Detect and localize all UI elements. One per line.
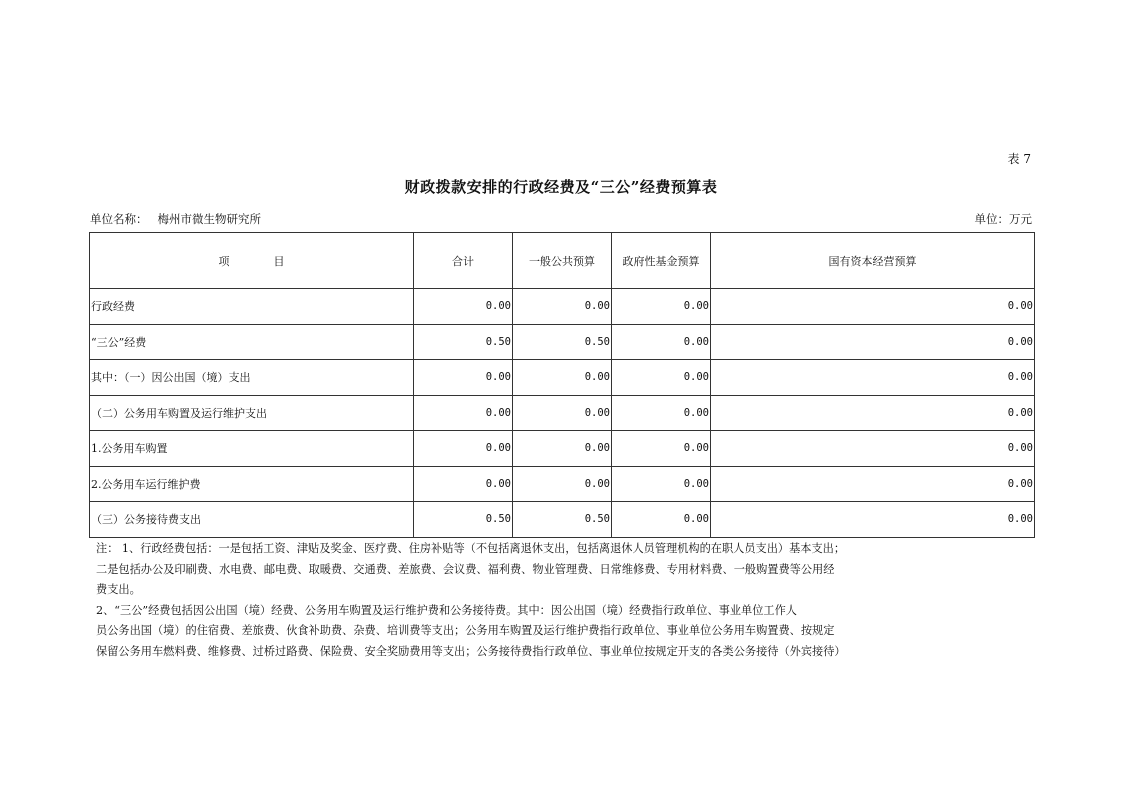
table-header-row <box>90 233 1035 289</box>
cell-state: 0.00 <box>711 431 1035 467</box>
note-line: 2、“三公”经费包括因公出国（境）经费、公务用车购置及运行维护费和公务接待费。其中：因公出国（境）经费指行政单位、事业单位工作人 <box>96 603 797 617</box>
row-label: 2.公务用车运行维护费 <box>90 466 414 502</box>
cell-state: 0.00 <box>711 395 1035 431</box>
note-line: 费支出。 <box>96 583 141 596</box>
note-line: 二是包括办公及印刷费、水电费、邮电费、取暖费、交通费、差旅费、会议费、福利费、物业管理费、日常维修费、专用材料费、一般购置费等公用经 <box>96 562 835 576</box>
page-title: 财政拨款安排的行政经费及“三公”经费预算表 <box>404 178 718 196</box>
budget-table <box>89 232 1035 538</box>
note-line: 保留公务用车燃料费、维修费、过桥过路费、保险费、安全奖励费用等支出；公务接待费指行政单位、事业单位按规定开支的各类公务接待（外宾接待） <box>96 644 846 658</box>
unit-name-label: 单位名称： <box>90 212 148 226</box>
cell-general: 0.00 <box>513 289 612 325</box>
cell-state: 0.00 <box>711 466 1035 502</box>
cell-fund: 0.00 <box>612 289 711 325</box>
row-label: （二）公务用车购置及运行维护支出 <box>90 395 414 431</box>
cell-total: 0.50 <box>414 324 513 360</box>
note-line: 注： 1、行政经费包括：一是包括工资、津贴及奖金、医疗费、住房补贴等（不包括离退休支出，包括离退休人员管理机构的在职人员支出）基本支出； <box>96 542 846 555</box>
cell-total: 0.00 <box>414 289 513 325</box>
row-label: “三公”经费 <box>90 324 414 360</box>
cell-general: 0.00 <box>513 360 612 396</box>
table-row <box>90 502 1035 538</box>
table-row <box>90 431 1035 467</box>
table-row <box>90 395 1035 431</box>
cell-general: 0.50 <box>513 502 612 538</box>
cell-total: 0.50 <box>414 502 513 538</box>
cell-total: 0.00 <box>414 466 513 502</box>
cell-fund: 0.00 <box>612 360 711 396</box>
cell-general: 0.00 <box>513 431 612 467</box>
cell-total: 0.00 <box>414 360 513 396</box>
cell-fund: 0.00 <box>612 502 711 538</box>
row-label: 行政经费 <box>90 289 414 325</box>
cell-general: 0.00 <box>513 395 612 431</box>
footnotes <box>96 539 926 662</box>
table-row <box>90 324 1035 360</box>
header-total: 合计 <box>414 233 513 289</box>
cell-state: 0.00 <box>711 502 1035 538</box>
header-item: 项 目 <box>90 233 414 289</box>
cell-state: 0.00 <box>711 289 1035 325</box>
unit-name-value: 梅州市微生物研究所 <box>157 212 261 226</box>
cell-fund: 0.00 <box>612 431 711 467</box>
currency-unit: 单位：万元 <box>974 212 1032 226</box>
cell-fund: 0.00 <box>612 324 711 360</box>
header-fund-budget: 政府性基金预算 <box>612 233 711 289</box>
row-label: 其中：（一）因公出国（境）支出 <box>90 360 414 396</box>
cell-fund: 0.00 <box>612 466 711 502</box>
header-general-budget: 一般公共预算 <box>513 233 612 289</box>
cell-general: 0.50 <box>513 324 612 360</box>
table-number-label: 表 7 <box>1007 152 1031 166</box>
cell-total: 0.00 <box>414 395 513 431</box>
table-row <box>90 466 1035 502</box>
cell-state: 0.00 <box>711 324 1035 360</box>
cell-state: 0.00 <box>711 360 1035 396</box>
row-label: （三）公务接待费支出 <box>90 502 414 538</box>
cell-total: 0.00 <box>414 431 513 467</box>
note-line: 员公务出国（境）的住宿费、差旅费、伙食补助费、杂费、培训费等支出；公务用车购置及运行维护费指行政单位、事业单位公务用车购置费、按规定 <box>96 624 835 637</box>
table-row <box>90 289 1035 325</box>
header-state-capital-budget: 国有资本经营预算 <box>711 233 1035 289</box>
unit-name <box>90 211 261 227</box>
cell-fund: 0.00 <box>612 395 711 431</box>
row-label: 1.公务用车购置 <box>90 431 414 467</box>
table-row <box>90 360 1035 396</box>
cell-general: 0.00 <box>513 466 612 502</box>
